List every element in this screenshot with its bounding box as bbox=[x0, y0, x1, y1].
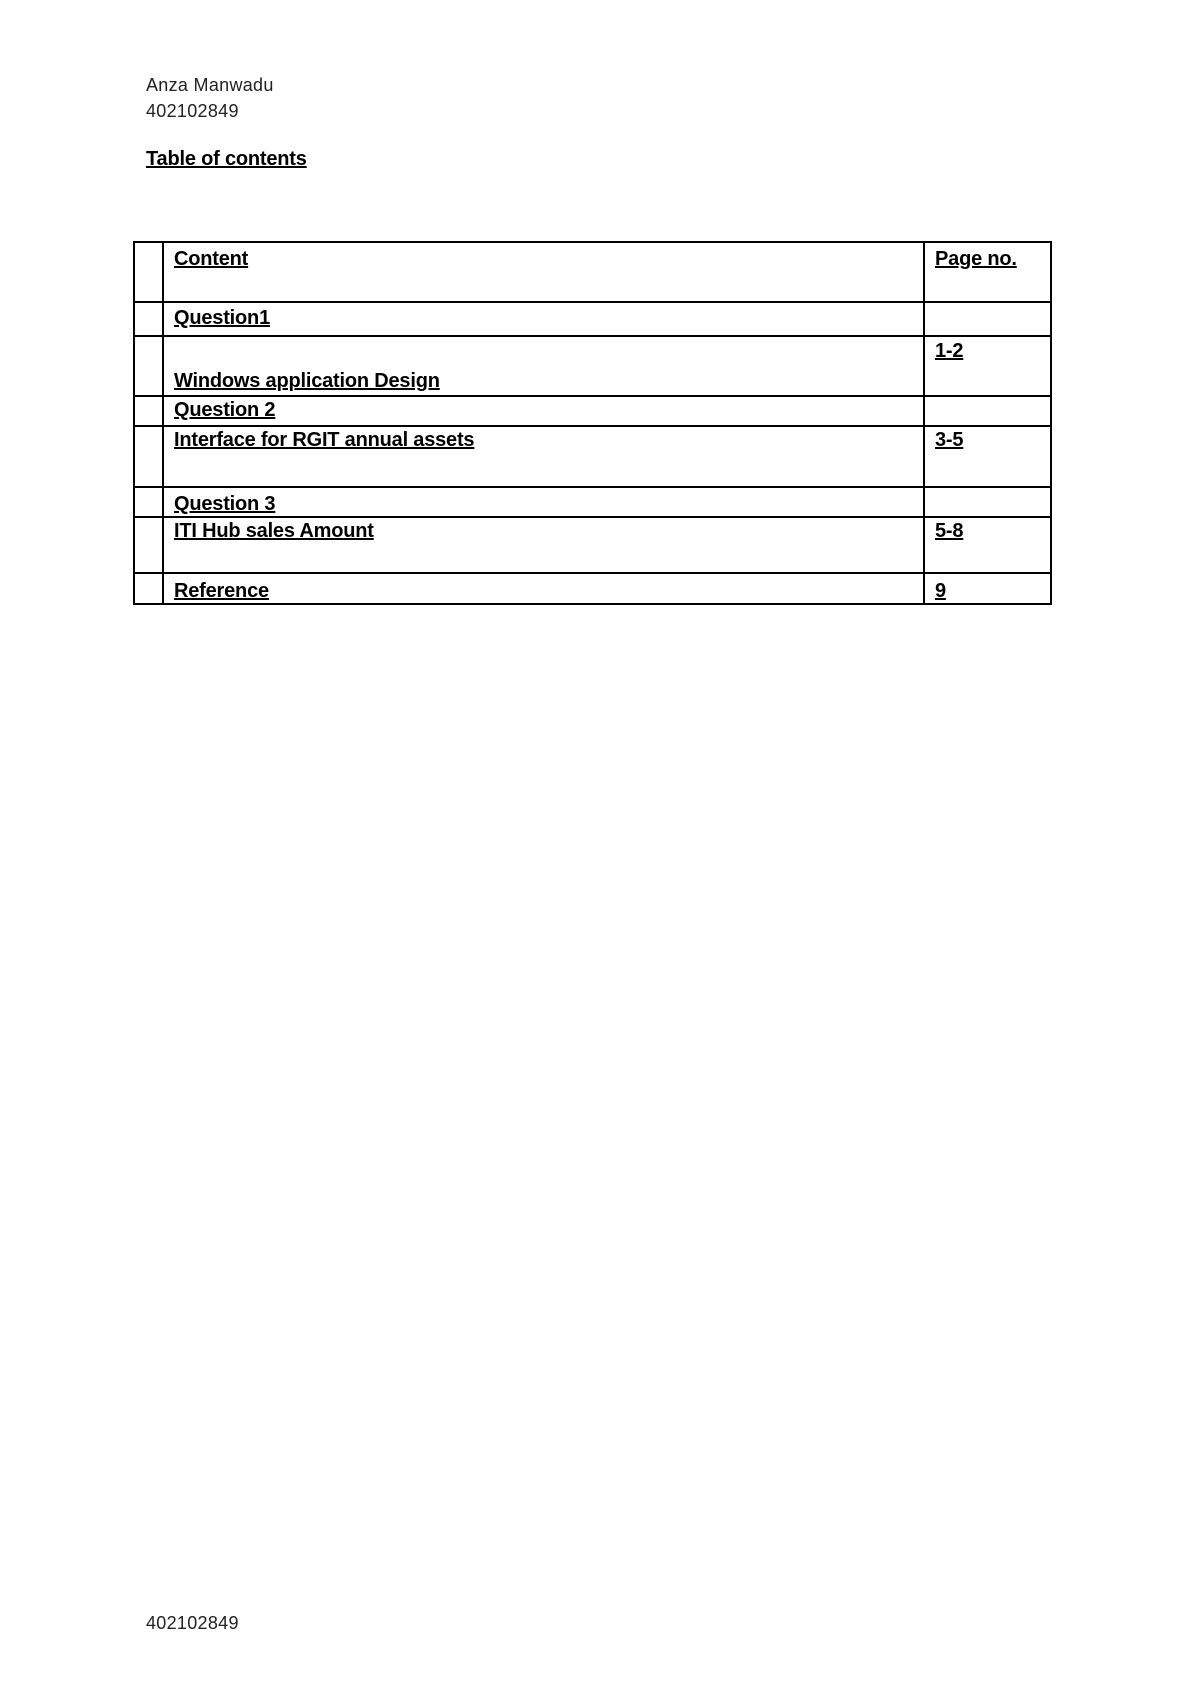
column-header-page-label: Page no. bbox=[935, 248, 1017, 270]
row-content-label: Question1 bbox=[174, 307, 270, 329]
row-page bbox=[924, 396, 1051, 426]
row-content bbox=[163, 396, 924, 426]
row-content bbox=[163, 573, 924, 604]
row-content-label: Windows application Design bbox=[174, 370, 440, 392]
row-content bbox=[163, 426, 924, 487]
row-content-label: Question 3 bbox=[174, 493, 276, 515]
index-cell bbox=[134, 302, 163, 336]
row-page bbox=[924, 336, 1051, 396]
row-content-label: Interface for RGIT annual assets bbox=[174, 429, 475, 451]
row-content bbox=[163, 517, 924, 573]
row-content bbox=[163, 487, 924, 517]
column-header-content-label: Content bbox=[174, 248, 249, 270]
table-row bbox=[134, 487, 1051, 517]
table-row bbox=[134, 336, 1051, 396]
row-page-label: 9 bbox=[935, 580, 946, 602]
index-cell bbox=[134, 573, 163, 604]
index-cell bbox=[134, 242, 163, 302]
table-row bbox=[134, 426, 1051, 487]
author-name: Anza Manwadu bbox=[146, 75, 274, 95]
row-page bbox=[924, 573, 1051, 604]
table-row bbox=[134, 396, 1051, 426]
row-content bbox=[163, 302, 924, 336]
row-content bbox=[163, 336, 924, 396]
toc-table bbox=[133, 241, 1052, 605]
student-id: 402102849 bbox=[146, 101, 239, 121]
table-header-row bbox=[134, 242, 1051, 302]
table-row bbox=[134, 517, 1051, 573]
index-cell bbox=[134, 336, 163, 396]
footer-student-id: 402102849 bbox=[146, 1613, 239, 1633]
row-content-label: ITI Hub sales Amount bbox=[174, 520, 374, 542]
row-page bbox=[924, 302, 1051, 336]
index-cell bbox=[134, 517, 163, 573]
index-cell bbox=[134, 487, 163, 517]
table-row bbox=[134, 573, 1051, 604]
table-row bbox=[134, 302, 1051, 336]
row-page-label: 3-5 bbox=[935, 429, 964, 451]
index-cell bbox=[134, 396, 163, 426]
column-header-content bbox=[163, 242, 924, 302]
column-header-page bbox=[924, 242, 1051, 302]
row-page-label: 1-2 bbox=[935, 340, 964, 362]
row-page bbox=[924, 426, 1051, 487]
row-content-label: Reference bbox=[174, 580, 269, 602]
toc-title: Table of contents bbox=[146, 148, 307, 170]
row-page bbox=[924, 487, 1051, 517]
row-page bbox=[924, 517, 1051, 573]
index-cell bbox=[134, 426, 163, 487]
row-page-label: 5-8 bbox=[935, 520, 964, 542]
row-content-label: Question 2 bbox=[174, 399, 276, 421]
